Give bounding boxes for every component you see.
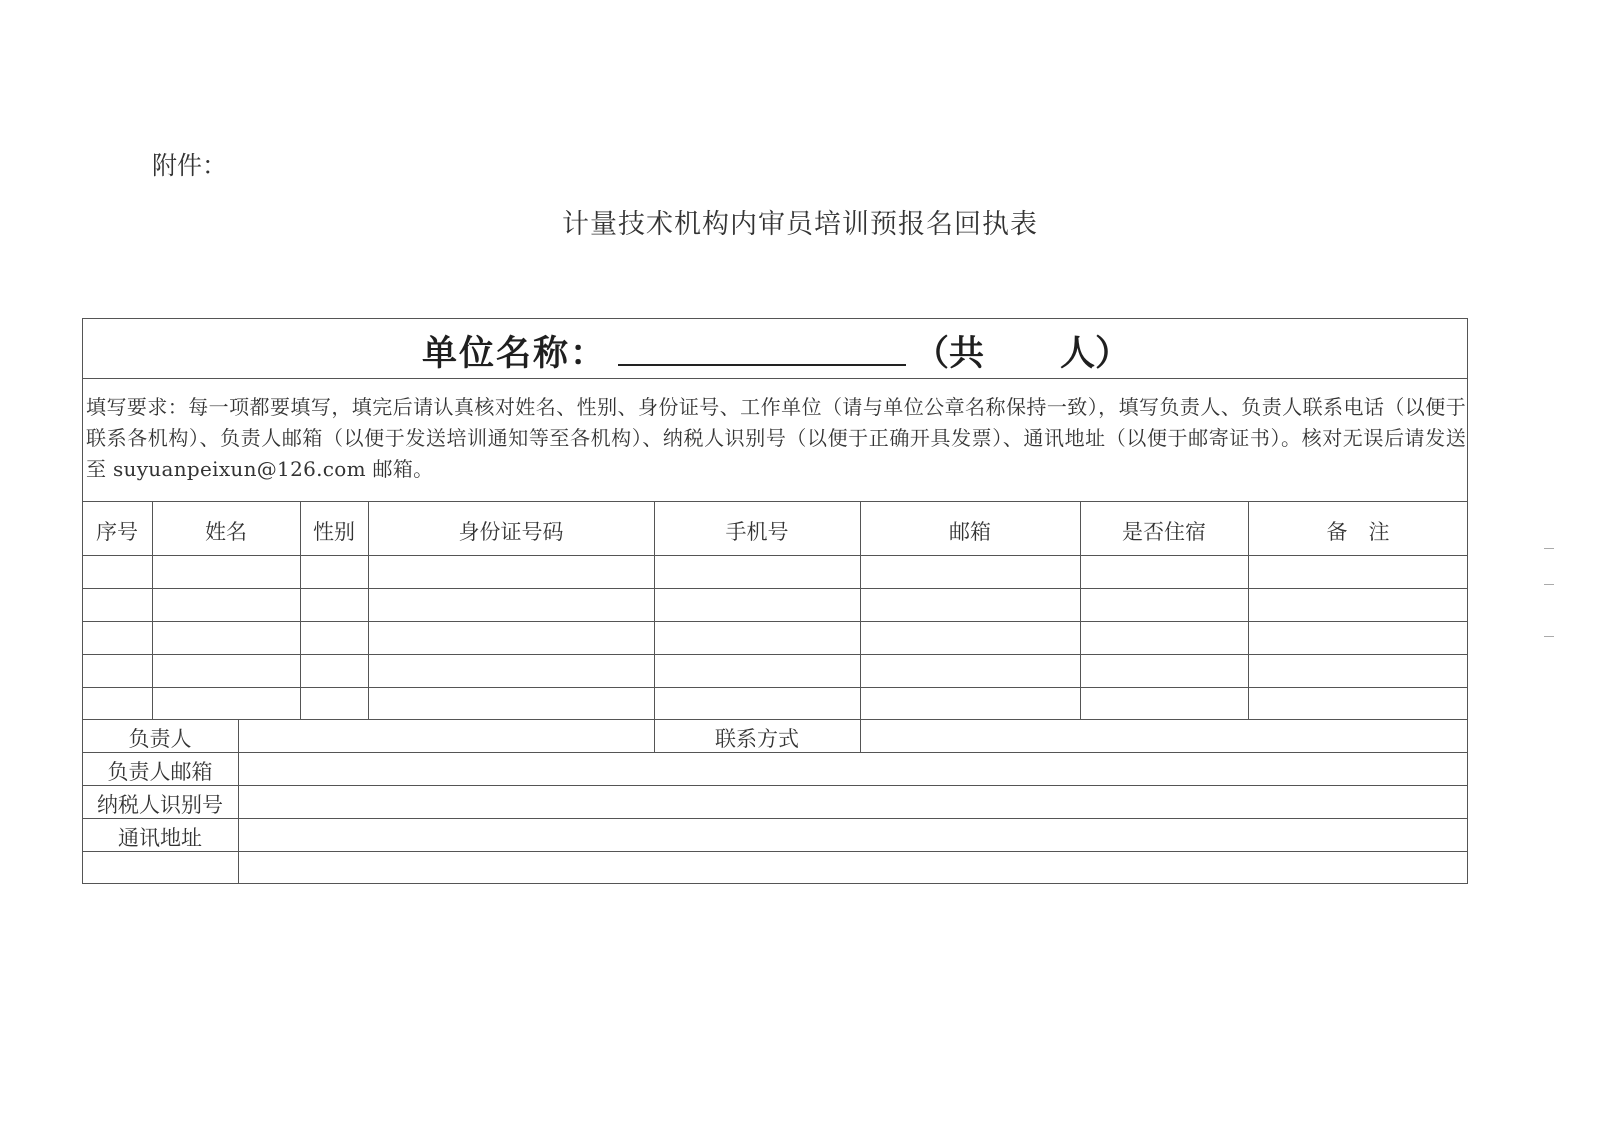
unit-name-blank[interactable] [618, 364, 906, 366]
row-divider [82, 378, 1468, 379]
unit-name-row [82, 318, 1468, 378]
responsible-person-label: 负责人 [128, 727, 192, 751]
row-divider [82, 851, 1468, 852]
col-divider [1080, 501, 1081, 719]
col-header-email: 邮箱 [949, 520, 991, 544]
col-header-gender: 性别 [313, 520, 355, 544]
col-header-id-number: 身份证号码 [458, 520, 564, 544]
col-header-remarks: 备 注 [1326, 520, 1390, 544]
row-divider [82, 555, 1468, 556]
scan-mark [1544, 548, 1554, 549]
fill-requirements: 填写要求：每一项都要填写，填完后请认真核对姓名、性别、身份证号、工作单位（请与单位公章名称保持一致），填写负责人、负责人联系电话（以便于联系各机构）、负责人邮箱（以便于发送培训通知等至各机构）、纳税人识别号（以便于正确开具发票）、通讯地址（以便于邮寄证书）。核对无误后请发送至 suyuanpeixun@126.com 邮箱。 [86, 395, 1466, 481]
form-border-right [1467, 318, 1468, 884]
row-divider [82, 752, 1468, 753]
responsible-email-label: 负责人邮箱 [107, 760, 213, 784]
table-row-divider [82, 588, 1468, 589]
table-row-divider [82, 654, 1468, 655]
col-divider [654, 501, 655, 752]
col-divider [860, 501, 861, 752]
unit-name-label: 单位名称： [422, 333, 608, 374]
col-header-index: 序号 [96, 520, 138, 544]
registration-form [82, 318, 1468, 884]
col-divider [300, 501, 301, 719]
col-header-lodging: 是否住宿 [1122, 520, 1206, 544]
col-header-phone: 手机号 [725, 520, 789, 544]
row-divider [82, 818, 1468, 819]
headcount-prefix: （共 [914, 333, 985, 374]
taxpayer-id-label: 纳税人识别号 [97, 793, 223, 817]
scan-mark [1544, 636, 1554, 637]
attachment-label: 附件： [152, 151, 228, 180]
headcount-suffix: 人） [1060, 333, 1131, 374]
col-divider [152, 501, 153, 719]
form-border-bottom [82, 883, 1468, 884]
table-row-divider [82, 687, 1468, 688]
document-title: 计量技术机构内审员培训预报名回执表 [562, 209, 1038, 240]
col-divider [1248, 501, 1249, 719]
table-row-divider [82, 719, 1468, 720]
row-divider [82, 501, 1468, 502]
contact-label: 联系方式 [715, 727, 799, 751]
row-divider [82, 785, 1468, 786]
mailing-address-label: 通讯地址 [118, 826, 202, 850]
scan-mark [1544, 584, 1554, 585]
col-divider [368, 501, 369, 719]
table-row-divider [82, 621, 1468, 622]
footer-label-divider [238, 719, 239, 884]
col-header-name: 姓名 [205, 520, 247, 544]
